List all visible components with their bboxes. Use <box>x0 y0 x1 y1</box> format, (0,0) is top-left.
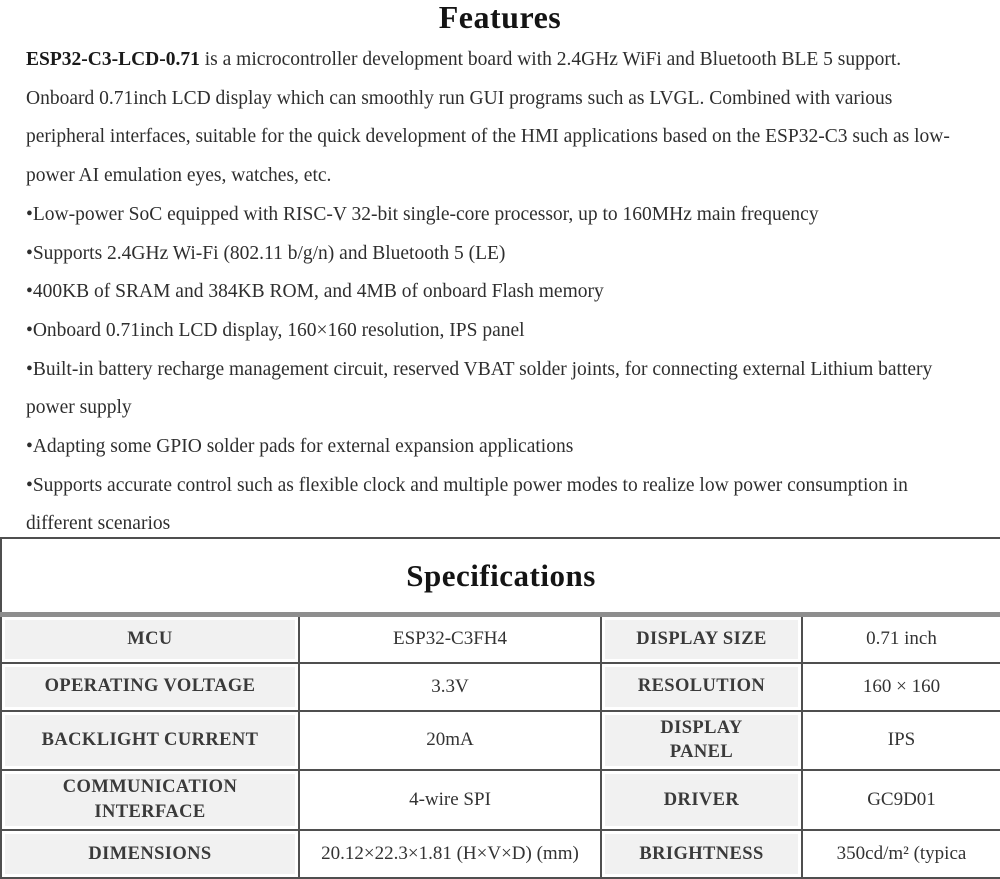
spec-label-communication-interface: COMMUNICATION INTERFACE <box>1 770 299 830</box>
spec-label-resolution: RESOLUTION <box>601 663 802 711</box>
spec-value-display-size: 0.71 inch <box>802 615 1000 663</box>
spec-value-driver: GC9D01 <box>802 770 1000 830</box>
spec-value-display-panel: IPS <box>802 711 1000 771</box>
spec-label-dimensions: DIMENSIONS <box>1 830 299 878</box>
spec-value-mcu: ESP32-C3FH4 <box>299 615 601 663</box>
spec-value-backlight-current: 20mA <box>299 711 601 771</box>
feature-bullet: •Onboard 0.71inch LCD display, 160×160 resolution, IPS panel <box>26 319 525 341</box>
feature-bullet: •Low-power SoC equipped with RISC-V 32-bit single-core processor, up to 160MHz main frequency <box>26 203 819 225</box>
features-text-block <box>26 41 974 544</box>
product-name: ESP32-C3-LCD-0.71 <box>26 49 200 70</box>
spec-row-mcu <box>1 615 1000 663</box>
spec-label-backlight-current: BACKLIGHT CURRENT <box>1 711 299 771</box>
features-intro-paragraph <box>26 41 974 196</box>
features-title: Features <box>438 0 562 35</box>
feature-bullet: •Built-in battery recharge management circuit, reserved VBAT solder joints, for connecting external Lithium battery power supply <box>26 358 933 419</box>
spec-label-display-size: DISPLAY SIZE <box>601 615 802 663</box>
spec-value-dimensions: 20.12×22.3×1.81 (H×V×D) (mm) <box>299 830 601 878</box>
spec-label-brightness: BRIGHTNESS <box>601 830 802 878</box>
spec-row-backlight <box>1 711 1000 771</box>
spec-value-resolution: 160 × 160 <box>802 663 1000 711</box>
spec-label-operating-voltage: OPERATING VOLTAGE <box>1 663 299 711</box>
feature-bullet: •Supports accurate control such as flexible clock and multiple power modes to realize low power consumption in different scenarios <box>26 474 908 535</box>
spec-value-brightness: 350cd/m² (typica <box>802 830 1000 878</box>
spec-value-communication-interface: 4-wire SPI <box>299 770 601 830</box>
specs-title: Specifications <box>1 538 1000 615</box>
feature-bullet: •Adapting some GPIO solder pads for external expansion applications <box>26 436 574 458</box>
spec-label-display-panel: DISPLAY PANEL <box>601 711 802 771</box>
spec-label-mcu: MCU <box>1 615 299 663</box>
feature-bullet: •400KB of SRAM and 384KB ROM, and 4MB of onboard Flash memory <box>26 281 604 303</box>
spec-row-interface <box>1 770 1000 830</box>
spec-row-voltage <box>1 663 1000 711</box>
specs-title-row <box>1 538 1000 615</box>
feature-bullet: •Supports 2.4GHz Wi-Fi (802.11 b/g/n) and Bluetooth 5 (LE) <box>26 242 506 264</box>
spec-label-driver: DRIVER <box>601 770 802 830</box>
intro-text: is a microcontroller development board with 2.4GHz WiFi and Bluetooth BLE 5 support. Onboard 0.71inch LCD display which can smoothly run GUI programs such as LVGL. Combined with various peripheral interfaces, suitable for the quick development of the HMI applications based on the ESP32-C3 such as low-power AI emulation eyes, watches, etc. <box>26 49 950 187</box>
specifications-table <box>0 537 1000 879</box>
spec-row-dimensions <box>1 830 1000 878</box>
spec-value-operating-voltage: 3.3V <box>299 663 601 711</box>
